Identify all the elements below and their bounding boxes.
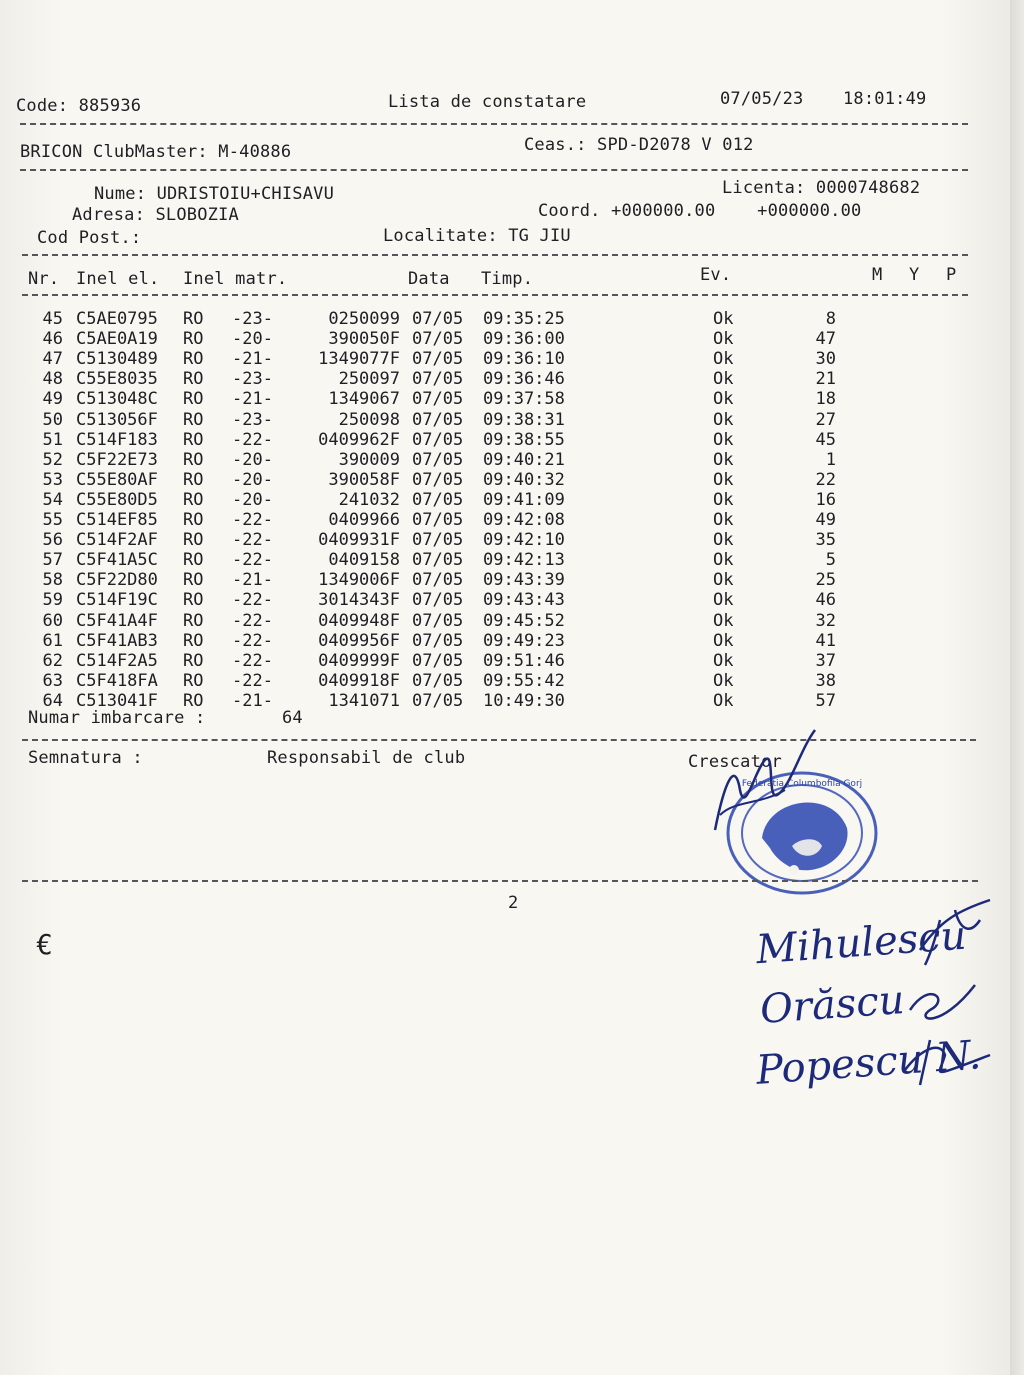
row-number: 62	[42, 650, 63, 671]
electronic-ring: C55E80D5	[76, 489, 158, 510]
ring-year: -23-	[232, 369, 273, 390]
electronic-ring: C5F41AB3	[76, 630, 158, 651]
arrival-date: 07/05	[412, 670, 464, 691]
ring-number: 390009	[338, 449, 400, 470]
event-status: Ok	[713, 389, 734, 410]
ring-number: 241032	[338, 489, 400, 510]
locality: Localitate: TG JIU	[383, 226, 571, 246]
event-status: Ok	[713, 570, 734, 591]
pen-mark-icon: €	[36, 928, 54, 961]
page-number: 2	[508, 893, 519, 913]
arrival-time: 09:40:32	[483, 469, 565, 490]
electronic-ring: C5F418FA	[76, 670, 158, 691]
event-status: Ok	[713, 309, 734, 329]
ring-year: -20-	[232, 329, 273, 350]
event-status: Ok	[713, 610, 734, 631]
arrival-date: 07/05	[412, 630, 464, 651]
country-code: RO	[183, 489, 204, 510]
arrival-date: 07/05	[412, 550, 464, 571]
ring-number: 250098	[338, 409, 400, 430]
ring-year: -22-	[232, 630, 273, 651]
table-row	[0, 671, 1024, 691]
country-code: RO	[183, 469, 204, 490]
electronic-ring: C5F22E73	[76, 449, 158, 470]
electronic-ring: C514F19C	[76, 590, 158, 611]
row-number: 64	[42, 690, 63, 711]
ring-year: -22-	[232, 650, 273, 671]
position-number: 45	[815, 429, 836, 450]
country-code: RO	[183, 349, 204, 370]
row-number: 45	[42, 309, 63, 329]
country-code: RO	[183, 409, 204, 430]
ring-number: 0409962F	[318, 429, 400, 450]
ring-number: 0409948F	[318, 610, 400, 631]
table-row	[0, 490, 1024, 510]
row-number: 49	[42, 389, 63, 410]
ring-year: -23-	[232, 309, 273, 329]
ring-number: 0409956F	[318, 630, 400, 651]
separator-line	[22, 254, 968, 256]
event-status: Ok	[713, 349, 734, 370]
arrival-time: 09:51:46	[483, 650, 565, 671]
arrival-time: 10:49:30	[483, 690, 565, 711]
country-code: RO	[183, 530, 204, 551]
arrival-time: 09:55:42	[483, 670, 565, 691]
event-status: Ok	[713, 590, 734, 611]
ring-number: 390058F	[328, 469, 400, 490]
handwritten-name-1: Mihulescu	[754, 912, 968, 974]
arrival-time: 09:42:08	[483, 510, 565, 530]
document-title: Lista de constatare	[388, 92, 587, 112]
arrival-time: 09:43:43	[483, 590, 565, 611]
event-status: Ok	[713, 530, 734, 551]
separator-line	[22, 880, 978, 882]
position-number: 18	[815, 389, 836, 410]
position-number: 49	[815, 510, 836, 530]
country-code: RO	[183, 690, 204, 711]
country-code: RO	[183, 510, 204, 530]
arrival-time: 09:41:09	[483, 489, 565, 510]
electronic-ring: C513048C	[76, 389, 158, 410]
arrival-date: 07/05	[412, 650, 464, 671]
position-number: 1	[825, 449, 836, 470]
electronic-ring: C5F41A5C	[76, 550, 158, 571]
table-row	[0, 349, 1024, 369]
position-number: 57	[815, 690, 836, 711]
ring-year: -22-	[232, 510, 273, 530]
ring-number: 1349067	[328, 389, 400, 410]
electronic-ring: C5130489	[76, 349, 158, 370]
arrival-date: 07/05	[412, 690, 464, 711]
electronic-ring: C514F183	[76, 429, 158, 450]
table-row	[0, 570, 1024, 590]
electronic-ring: C5AE0795	[76, 309, 158, 329]
arrival-time: 09:40:21	[483, 449, 565, 470]
row-number: 56	[42, 530, 63, 551]
license-number: Licenta: 0000748682	[722, 178, 921, 198]
arrival-date: 07/05	[412, 590, 464, 611]
event-status: Ok	[713, 690, 734, 711]
event-status: Ok	[713, 670, 734, 691]
position-number: 22	[815, 469, 836, 490]
arrival-time: 09:35:25	[483, 309, 565, 329]
table-row	[0, 651, 1024, 671]
ring-year: -21-	[232, 570, 273, 591]
country-code: RO	[183, 429, 204, 450]
arrival-time: 09:42:10	[483, 530, 565, 551]
ring-number: 1341071	[328, 690, 400, 711]
arrival-date: 07/05	[412, 610, 464, 631]
row-number: 57	[42, 550, 63, 571]
table-row	[0, 510, 1024, 530]
owner-address: Adresa: SLOBOZIA	[72, 205, 239, 225]
position-number: 46	[815, 590, 836, 611]
ring-number: 0409158	[328, 550, 400, 571]
row-number: 52	[42, 449, 63, 470]
arrival-date: 07/05	[412, 449, 464, 470]
arrival-date: 07/05	[412, 510, 464, 530]
club-responsible-label: Responsabil de club	[267, 748, 466, 768]
ring-year: -22-	[232, 610, 273, 631]
arrival-date: 07/05	[412, 349, 464, 370]
col-header-y: Y	[909, 265, 920, 285]
separator-line	[22, 294, 968, 296]
ring-year: -20-	[232, 449, 273, 470]
electronic-ring: C513041F	[76, 690, 158, 711]
row-number: 50	[42, 409, 63, 430]
country-code: RO	[183, 449, 204, 470]
country-code: RO	[183, 309, 204, 329]
electronic-ring: C5AE0A19	[76, 329, 158, 350]
arrival-time: 09:45:52	[483, 610, 565, 631]
arrival-date: 07/05	[412, 409, 464, 430]
report-date: 07/05/23	[720, 89, 804, 109]
boarding-count-label: Numar imbarcare :	[28, 708, 206, 728]
signature-label: Semnatura :	[28, 748, 143, 768]
position-number: 41	[815, 630, 836, 651]
event-status: Ok	[713, 630, 734, 651]
position-number: 16	[815, 489, 836, 510]
breeder-label: Crescator	[688, 752, 782, 772]
signature-scribble-icon	[705, 720, 825, 840]
row-number: 46	[42, 329, 63, 350]
report-time: 18:01:49	[843, 89, 927, 109]
separator-line	[20, 169, 968, 171]
ring-number: 3014343F	[318, 590, 400, 611]
handwritten-name-2: Orăscu	[758, 977, 906, 1033]
position-number: 35	[815, 530, 836, 551]
row-number: 60	[42, 610, 63, 631]
electronic-ring: C514F2A5	[76, 650, 158, 671]
position-number: 27	[815, 409, 836, 430]
ring-number: 250097	[338, 369, 400, 390]
position-number: 37	[815, 650, 836, 671]
arrival-date: 07/05	[412, 429, 464, 450]
country-code: RO	[183, 550, 204, 571]
stamp-text: Federatia Columbofila Gorj	[741, 779, 863, 789]
row-number: 48	[42, 369, 63, 390]
arrival-date: 07/05	[412, 570, 464, 591]
table-row	[0, 631, 1024, 651]
row-number: 47	[42, 349, 63, 370]
ring-year: -20-	[232, 489, 273, 510]
ring-year: -21-	[232, 690, 273, 711]
clubmaster-id: BRICON ClubMaster: M-40886	[20, 142, 292, 162]
country-code: RO	[183, 630, 204, 651]
postal-code: Cod Post.:	[37, 228, 142, 248]
arrival-time: 09:36:46	[483, 369, 565, 390]
row-number: 55	[42, 510, 63, 530]
arrival-time: 09:49:23	[483, 630, 565, 651]
ring-year: -22-	[232, 670, 273, 691]
ring-year: -20-	[232, 469, 273, 490]
ring-number: 0250099	[328, 309, 400, 329]
table-row	[0, 329, 1024, 349]
table-row	[0, 611, 1024, 631]
country-code: RO	[183, 570, 204, 591]
arrival-time: 09:38:31	[483, 409, 565, 430]
handwritten-initials-icon	[900, 880, 1000, 1110]
row-number: 59	[42, 590, 63, 611]
arrival-date: 07/05	[412, 489, 464, 510]
row-number: 53	[42, 469, 63, 490]
event-status: Ok	[713, 550, 734, 571]
ring-year: -21-	[232, 349, 273, 370]
table-row	[0, 530, 1024, 550]
event-status: Ok	[713, 449, 734, 470]
event-status: Ok	[713, 429, 734, 450]
electronic-ring: C513056F	[76, 409, 158, 430]
position-number: 8	[825, 309, 836, 329]
col-header-p: P	[946, 265, 957, 285]
arrival-time: 09:36:00	[483, 329, 565, 350]
event-status: Ok	[713, 369, 734, 390]
electronic-ring: C55E80AF	[76, 469, 158, 490]
position-number: 5	[825, 550, 836, 571]
row-number: 51	[42, 429, 63, 450]
ring-number: 1349077F	[318, 349, 400, 370]
position-number: 47	[815, 329, 836, 350]
electronic-ring: C514EF85	[76, 510, 158, 530]
country-code: RO	[183, 590, 204, 611]
position-number: 30	[815, 349, 836, 370]
arrival-time: 09:38:55	[483, 429, 565, 450]
row-number: 61	[42, 630, 63, 651]
table-row	[0, 309, 1024, 329]
row-number: 54	[42, 489, 63, 510]
separator-line	[22, 739, 976, 741]
electronic-ring: C5F41A4F	[76, 610, 158, 631]
col-header-timp: Timp.	[481, 269, 534, 289]
col-header-inel-el: Inel el.	[76, 269, 160, 289]
ring-year: -21-	[232, 389, 273, 410]
electronic-ring: C55E8035	[76, 369, 158, 390]
arrival-date: 07/05	[412, 469, 464, 490]
ring-year: -22-	[232, 429, 273, 450]
event-status: Ok	[713, 489, 734, 510]
arrival-date: 07/05	[412, 369, 464, 390]
event-status: Ok	[713, 329, 734, 350]
event-status: Ok	[713, 650, 734, 671]
table-row	[0, 430, 1024, 450]
col-header-nr: Nr.	[28, 269, 60, 289]
col-header-ev: Ev.	[700, 265, 732, 285]
arrival-time: 09:36:10	[483, 349, 565, 370]
arrival-date: 07/05	[412, 530, 464, 551]
table-row	[0, 389, 1024, 409]
ring-number: 0409931F	[318, 530, 400, 551]
row-number: 58	[42, 570, 63, 591]
arrival-date: 07/05	[412, 389, 464, 410]
position-number: 25	[815, 570, 836, 591]
ring-number: 0409966	[328, 510, 400, 530]
electronic-ring: C5F22D80	[76, 570, 158, 591]
document-code: Code: 885936	[16, 96, 142, 116]
country-code: RO	[183, 650, 204, 671]
country-code: RO	[183, 389, 204, 410]
table-row	[0, 590, 1024, 610]
table-row	[0, 550, 1024, 570]
table-row	[0, 410, 1024, 430]
handwritten-name-3: Popescu N.	[754, 1032, 983, 1094]
country-code: RO	[183, 369, 204, 390]
table-row	[0, 369, 1024, 389]
ring-number: 0409918F	[318, 670, 400, 691]
arrival-date: 07/05	[412, 329, 464, 350]
arrival-time: 09:42:13	[483, 550, 565, 571]
col-header-inel-matr: Inel matr.	[183, 269, 288, 289]
arrival-time: 09:37:58	[483, 389, 565, 410]
col-header-m: M	[872, 265, 883, 285]
country-code: RO	[183, 670, 204, 691]
ring-number: 0409999F	[318, 650, 400, 671]
row-number: 63	[42, 670, 63, 691]
boarding-count-value: 64	[282, 708, 303, 728]
arrival-date: 07/05	[412, 309, 464, 329]
table-row	[0, 450, 1024, 470]
ring-year: -23-	[232, 409, 273, 430]
coordinates: Coord. +000000.00 +000000.00	[538, 201, 862, 221]
event-status: Ok	[713, 510, 734, 530]
ring-year: -22-	[232, 550, 273, 571]
col-header-data: Data	[408, 269, 450, 289]
ring-year: -22-	[232, 590, 273, 611]
ring-number: 1349006F	[318, 570, 400, 591]
electronic-ring: C514F2AF	[76, 530, 158, 551]
event-status: Ok	[713, 409, 734, 430]
clock-id: Ceas.: SPD-D2078 V 012	[524, 135, 754, 155]
ring-year: -22-	[232, 530, 273, 551]
arrival-time: 09:43:39	[483, 570, 565, 591]
country-code: RO	[183, 329, 204, 350]
position-number: 32	[815, 610, 836, 631]
ring-number: 390050F	[328, 329, 400, 350]
country-code: RO	[183, 610, 204, 631]
separator-line	[20, 123, 968, 125]
owner-name: Nume: UDRISTOIU+CHISAVU	[94, 184, 335, 204]
position-number: 38	[815, 670, 836, 691]
table-row	[0, 470, 1024, 490]
position-number: 21	[815, 369, 836, 390]
event-status: Ok	[713, 469, 734, 490]
